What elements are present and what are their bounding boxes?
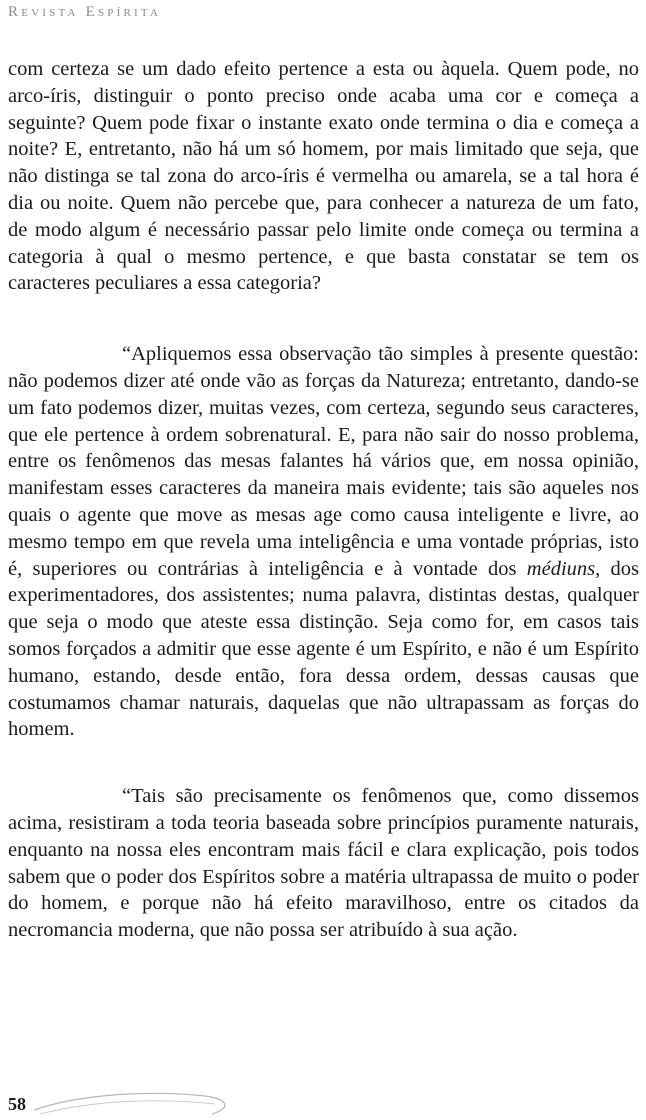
folio-ornament-icon xyxy=(0,1088,240,1120)
page-number: 58 xyxy=(8,1094,26,1114)
paragraph-1: com certeza se um dado efeito pertence a esta ou àquela. Quem pode, no arco-íris, distinguir o ponto preciso onde acaba uma cor e começa a seguinte? Quem pode fixar o instante exato onde termina o dia e começa a noite? E, entretanto, não há um só homem, por mais limitado que seja, que não distinga se tal zona do arco-íris é vermelha ou amarela, se a tal hora é dia ou noite. Quem não percebe que, para conhecer a natureza de um fato, de modo algum é necessário passar pelo limite onde começa ou termina a categoria à qual o mesmo pertence, e que basta constatar se tem os caracteres peculiares a essa categoria? xyxy=(8,58,639,295)
italic-term-mediuns: médiuns xyxy=(526,557,596,580)
paragraph-3: “Tais são precisamente os fenômenos que, como dissemos acima, resistiram a toda teoria baseada sobre princípios puramente naturais, enquanto na nossa eles encontram mais fácil e clara explicação, pois todos sabem que o poder dos Espíritos sobre a matéria ultrapassa de muito o poder do homem, e porque não há efeito maravilhoso, entre os citados da necromancia moderna, que não possa ser atribuído à sua ação. xyxy=(8,785,639,942)
paragraph-2-text-end: , dos experimentadores, dos assistentes; numa palavra, distintas destas, qualquer que seja o modo que ateste essa distinção. Seja como for, em casos tais somos forçados a admitir que esse agente é um Espírito, e não é um Espírito humano, estando, desde então, fora dessa ordem, dessas causas que costumamos chamar naturais, daquelas que não ultrapassam as forças do homem. xyxy=(8,557,639,741)
paragraph-2-text-start: “Apliquemos essa observação tão simples à presente questão: não podemos dizer até onde vão as forças da Natureza; entretanto, dando-se um fato podemos dizer, muitas vezes, com certeza, segundo seus caracteres, que ele pertence à ordem sobrenatural. E, para não sair do nosso problema, entre os fenômenos das mesas falantes há vários que, em nossa opinião, manifestam esses caracteres da maneira mais evidente; tais são aqueles nos quais o agente que move as mesas age como causa inteligente e livre, ao mesmo tempo em que revela uma inteligência e uma vontade próprias, isto é, superiores ou contrárias à inteligência e à vontade dos xyxy=(8,343,639,580)
paragraph-2 xyxy=(8,341,639,743)
page-body xyxy=(8,56,639,944)
running-head: Revista Espírita xyxy=(8,4,162,20)
